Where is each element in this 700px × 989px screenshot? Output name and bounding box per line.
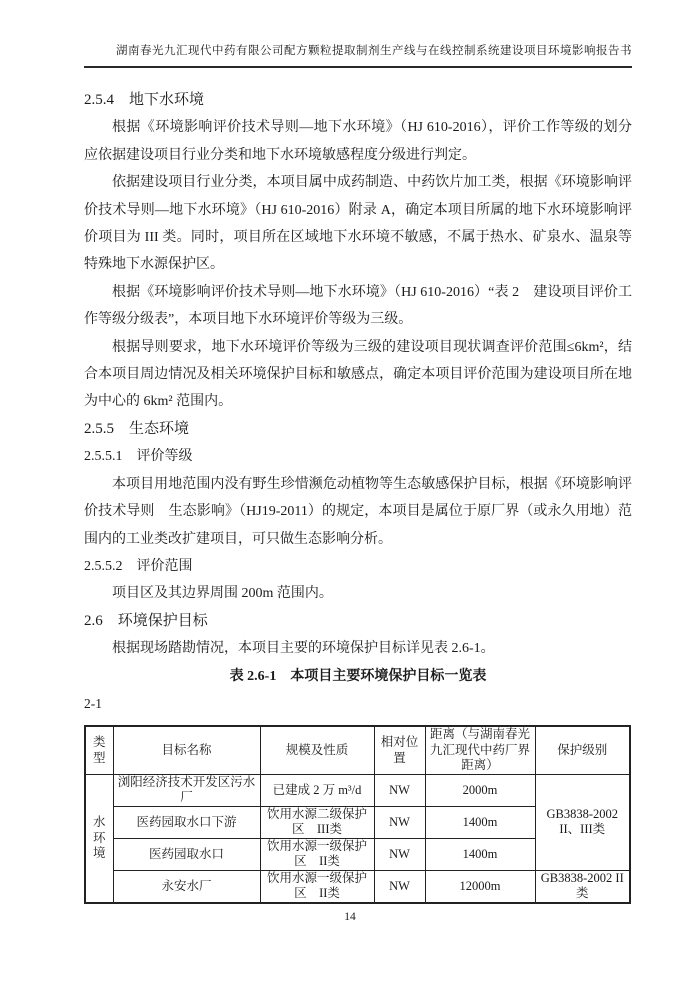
paragraph-groundwater-3: 根据《环境影响评价技术导则—地下水环境》（HJ 610-2016）“表 2 建设项目评价工作等级分级表”，本项目地下水环境评价等级为三级。 [84, 284, 632, 328]
cell-target: 医药园取水口下游 [113, 806, 260, 838]
cell-position: NW [374, 838, 425, 870]
heading-2-6: 2.6 环境保护目标 [84, 612, 208, 629]
cell-category-water: 水环境 [85, 774, 113, 903]
heading-2-5-5-1: 2.5.5.1 评价等级 [84, 449, 193, 465]
cell-position: NW [374, 774, 425, 806]
heading-2-5-5: 2.5.5 生态环境 [84, 420, 190, 437]
paragraph-groundwater-4: 根据导则要求，地下水环境评价等级为三级的建设项目现状调查评价范围≤6km²，结合本项目周边情况及相关环境保护目标和敏感点，确定本项目评价范围为建设项目所在地为中心的 6km² 范围内。 [84, 339, 632, 410]
cell-scale: 饮用水源二级保护区 III类 [260, 806, 374, 838]
paragraph-ecology-scope: 项目区及其边界周围 200m 范围内。 [112, 586, 333, 602]
col-header-type: 类型 [85, 726, 113, 774]
col-header-relative-position: 相对位置 [374, 726, 425, 774]
cell-protection: GB3838-2002 II类 [535, 870, 630, 903]
col-header-scale-nature: 规模及性质 [260, 726, 374, 774]
cell-distance: 12000m [425, 870, 535, 903]
cell-target: 永安水厂 [113, 870, 260, 903]
paragraph-groundwater-1: 根据《环境影响评价技术导则—地下水环境》（HJ 610-2016），评价工作等级的划分应依据建设项目行业分类和地下水环境敏感程度分级进行判定。 [84, 120, 632, 163]
heading-2-5-4: 2.5.4 地下水环境 [84, 92, 205, 108]
table-header-row [85, 726, 630, 774]
cell-position: NW [374, 806, 425, 838]
table-caption: 表 2.6-1 本项目主要环境保护目标一览表 [229, 668, 487, 684]
protection-targets-table [84, 725, 631, 904]
page-header [84, 44, 632, 68]
cell-position: NW [374, 870, 425, 903]
page-content [84, 87, 632, 904]
cell-target: 医药园取水口 [113, 838, 260, 870]
page-number: 14 [344, 911, 356, 923]
cell-distance: 1400m [425, 806, 535, 838]
cell-scale: 饮用水源一级保护区 II类 [260, 838, 374, 870]
cell-distance: 1400m [425, 838, 535, 870]
col-header-target-name: 目标名称 [113, 726, 260, 774]
cell-scale: 饮用水源一级保护区 II类 [260, 870, 374, 903]
col-header-distance: 距离（与湖南春光九汇现代中药厂界距离） [425, 726, 535, 774]
cell-distance: 2000m [425, 774, 535, 806]
cell-scale: 已建成 2 万 m³/d [260, 774, 374, 806]
paragraph-ecology-grade: 本项目用地范围内没有野生珍惜濒危动植物等生态敏感保护目标，根据《环境影响评价技术导则 生态影响》（HJ19-2011）的规定，本项目是属位于原厂界（或永久用地）范围内的工业类改扩建项目，可只做生态影响分析。 [84, 476, 632, 547]
cell-target: 浏阳经济技术开发区污水厂 [113, 774, 260, 806]
table-row [85, 870, 630, 903]
cell-protection-group: GB3838-2002 II、III类 [535, 774, 630, 870]
table-caption-continuation: 2-1 [84, 695, 102, 711]
header-title: 湖南春光九汇现代中药有限公司配方颗粒提取制剂生产线与在线控制系统建设项目环境影响报告书 [116, 45, 632, 57]
col-header-protection-level: 保护级别 [535, 726, 630, 774]
paragraph-groundwater-2: 依据建设项目行业分类，本项目属中成药制造、中药饮片加工类，根据《环境影响评价技术导则—地下水环境》（HJ 610-2016）附录 A，确定本项目所属的地下水环境影响评价项目为 III 类。同时，项目所在区域地下水环境不敏感，不属于热水、矿泉水、温泉等特殊地下水源保护区。 [84, 175, 632, 273]
table-row [85, 774, 630, 806]
paragraph-protection-targets: 根据现场踏勘情况，本项目主要的环境保护目标详见表 2.6-1。 [112, 641, 495, 657]
heading-2-5-5-2: 2.5.5.2 评价范围 [84, 558, 193, 574]
